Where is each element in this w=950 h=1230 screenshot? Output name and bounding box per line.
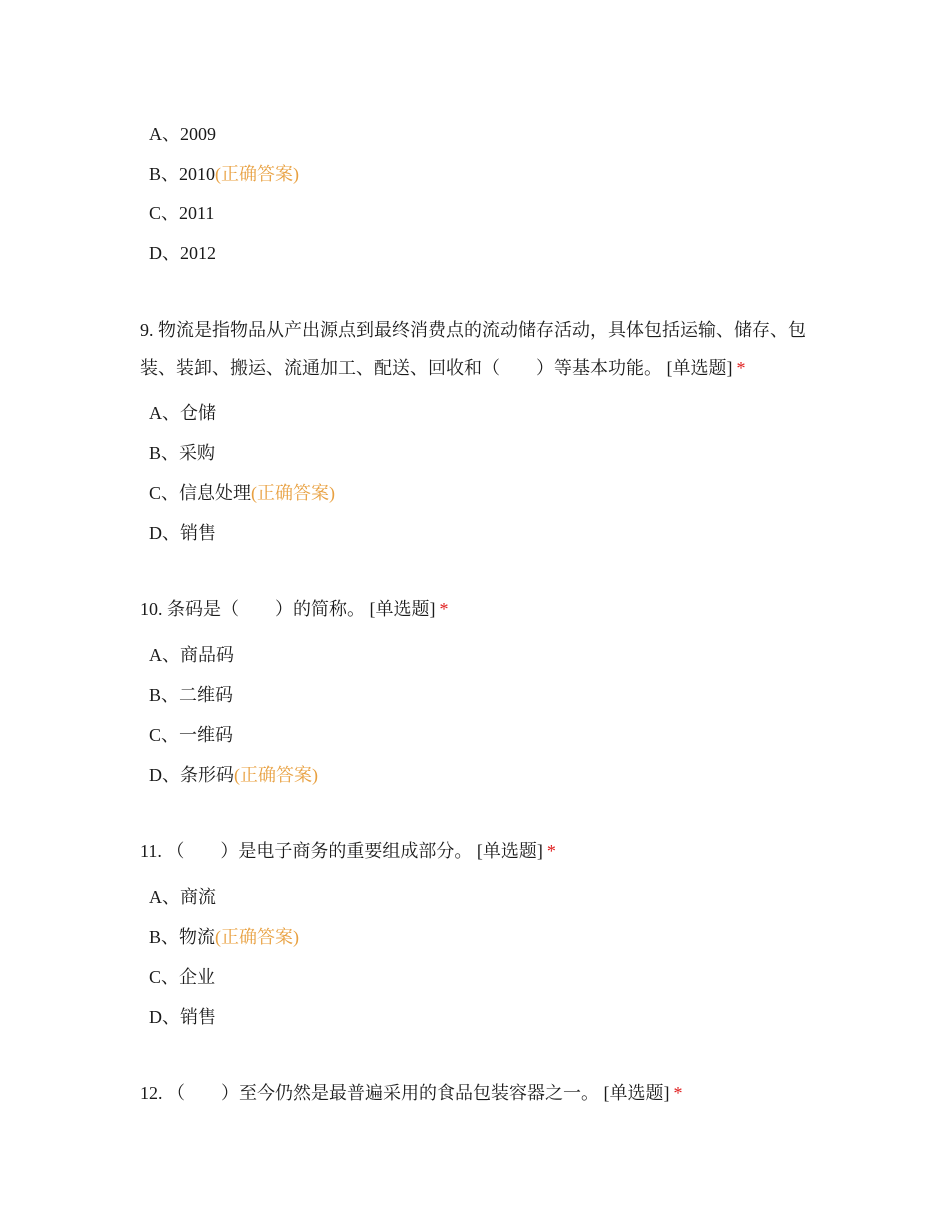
option-text: 信息处理 (179, 483, 252, 503)
option-key: B、 (149, 685, 180, 705)
option-key: C、 (149, 967, 180, 987)
option-text: 商品码 (180, 645, 234, 665)
option-text: 条形码 (180, 765, 234, 785)
option-key: D、 (149, 523, 180, 543)
option-q11-c (149, 965, 215, 989)
option-text: 2009 (180, 124, 216, 144)
correct-answer-mark: (正确答案) (234, 765, 318, 785)
question-number: 12. (140, 1083, 163, 1103)
required-mark: * (736, 358, 746, 378)
option-text: 仓储 (180, 403, 216, 423)
option-key: C、 (149, 483, 180, 503)
option-key: B、 (149, 164, 180, 184)
option-q10-a (149, 643, 234, 667)
option-q8-c (149, 201, 214, 225)
option-q10-d (149, 763, 318, 787)
question-text: （ ）是电子商务的重要组成部分。 (166, 841, 473, 861)
question-number: 10. (140, 599, 163, 619)
option-text: 2012 (180, 243, 216, 263)
question-text: 条码是（ ）的简称。 (167, 599, 365, 619)
question-10-title (140, 590, 820, 628)
question-text: （ ）至今仍然是最普遍采用的食品包装容器之一。 (167, 1083, 599, 1103)
option-key: A、 (149, 124, 180, 144)
option-q11-a (149, 885, 216, 909)
option-text: 商流 (180, 887, 216, 907)
option-key: D、 (149, 1007, 180, 1027)
question-12-title (140, 1074, 820, 1112)
option-text: 一维码 (179, 725, 234, 745)
option-key: A、 (149, 645, 180, 665)
question-type: [单选题] (476, 841, 543, 861)
option-text: 销售 (180, 523, 216, 543)
option-q11-b (149, 925, 299, 949)
question-9-title (140, 311, 820, 387)
option-q9-b (149, 441, 215, 465)
option-q9-a (149, 401, 216, 425)
option-key: C、 (149, 203, 180, 223)
option-key: B、 (149, 443, 180, 463)
option-key: C、 (149, 725, 180, 745)
option-q8-b (149, 162, 299, 186)
question-text: 物流是指物品从产出源点到最终消费点的流动储存活动，具体包括运输、储存、包装、装卸、搬运、流通加工、配送、回收和（ ）等基本功能。 (140, 320, 806, 378)
option-key: D、 (149, 765, 180, 785)
question-type: [单选题] (369, 599, 436, 619)
correct-answer-mark: (正确答案) (215, 927, 300, 947)
option-q10-c (149, 723, 233, 747)
option-key: B、 (149, 927, 180, 947)
question-type: [单选题] (666, 358, 733, 378)
option-q11-d (149, 1005, 216, 1029)
question-number: 11. (140, 841, 162, 861)
option-q8-d (149, 241, 216, 265)
question-11-title (140, 832, 820, 870)
option-text: 2011 (179, 203, 215, 223)
option-text: 销售 (180, 1007, 216, 1027)
option-text: 企业 (179, 967, 216, 987)
option-q10-b (149, 683, 233, 707)
option-key: A、 (149, 887, 180, 907)
option-q9-d (149, 521, 216, 545)
option-text: 采购 (179, 443, 216, 463)
correct-answer-mark: (正确答案) (215, 164, 300, 184)
option-text: 2010 (179, 164, 216, 184)
required-mark: * (546, 841, 556, 861)
required-mark: * (439, 599, 449, 619)
option-q8-a (149, 122, 216, 146)
correct-answer-mark: (正确答案) (251, 483, 336, 503)
question-type: [单选题] (603, 1083, 670, 1103)
required-mark: * (673, 1083, 683, 1103)
question-number: 9. (140, 320, 154, 340)
option-key: D、 (149, 243, 180, 263)
option-text: 物流 (179, 927, 216, 947)
option-key: A、 (149, 403, 180, 423)
option-q9-c (149, 481, 335, 505)
option-text: 二维码 (179, 685, 234, 705)
